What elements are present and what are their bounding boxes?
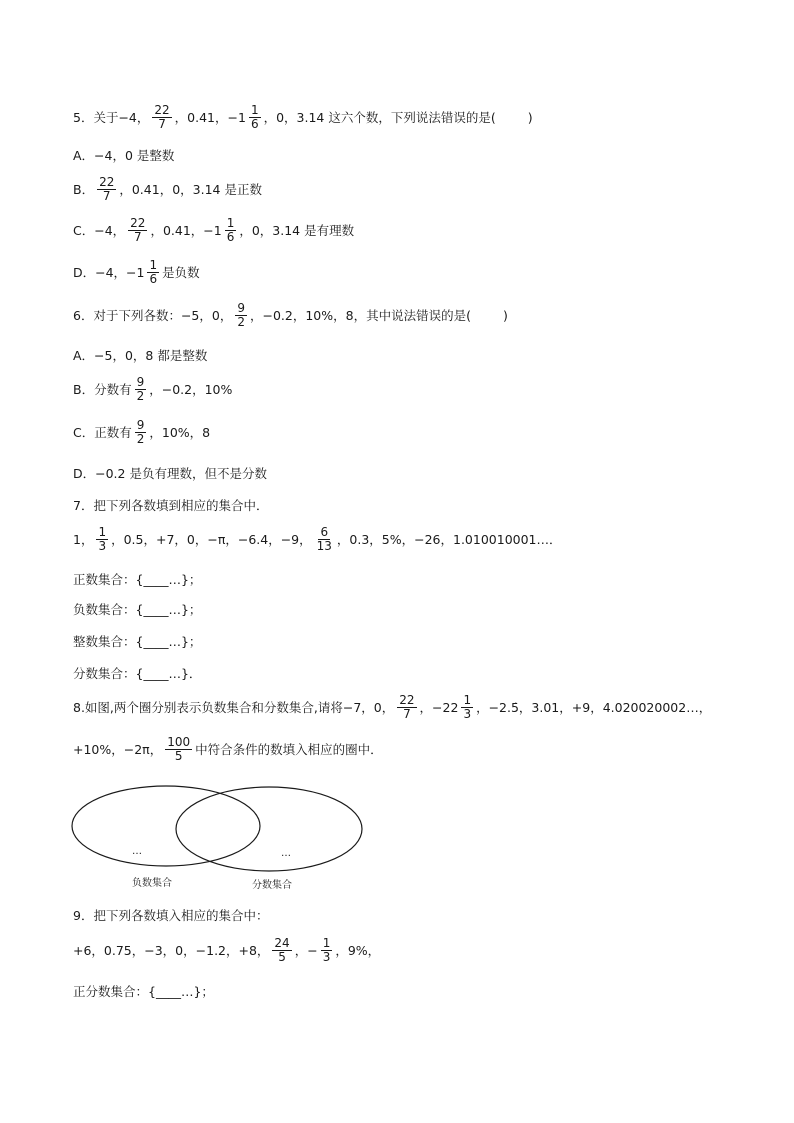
fraction: $\frac{22}{7}$ — [130, 216, 146, 244]
q6-stem: 6．对于下列各数：−5，0， $\frac{9}{2}$ ，−0.2，10%，8，其中说法错误的是( ) — [73, 301, 508, 329]
q8-stem-line1: 8.如图,两个圈分别表示负数集合和分数集合,请将−7，0， $\frac{22}{7}$ ，−22 $\frac{1}{3}$ ，−2.5̇，3.01，+9，4.020020002…， — [73, 693, 712, 721]
fraction: $\frac{22}{7}$ — [99, 175, 115, 203]
q7-set-integer: 整数集合：{____…}； — [73, 634, 202, 649]
q7-numbers: 1， $\frac{1}{3}$ ，0.5，+7，0，−π，−6.4，−9， $\frac{6}{13}$ ，0.3，5%，−26，1.010010001…． — [73, 525, 562, 553]
q7-title: 7．把下列各数填到相应的集合中． — [73, 498, 269, 513]
fraction: $\frac{1}{6}$ — [149, 258, 158, 286]
q6-option-a: A．−5，0，8 都是整数 — [73, 348, 208, 363]
fraction: $\frac{1}{3}$ — [463, 693, 472, 721]
q5-stem: 5．关于−4， $\frac{22}{7}$ ，0.41，−1 $\frac{1}{6}$ ，0，3.14 这六个数，下列说法错误的是( ) — [73, 103, 533, 131]
q5-option-a: A．−4，0 是整数 — [73, 148, 175, 163]
q7-set-negative: 负数集合：{____…}； — [73, 602, 202, 617]
fraction: $\frac{9}{2}$ — [136, 418, 145, 446]
q6-option-c: C．正数有 $\frac{9}{2}$ ，10%，8 — [73, 418, 211, 446]
venn-diagram — [70, 782, 370, 894]
q8-stem-line2: +10%，−2π， $\frac{100}{5}$ 中符合条件的数填入相应的圈中． — [73, 735, 383, 763]
fraction: $\frac{24}{5}$ — [274, 936, 290, 964]
q5-option-d: D．−4，−1 $\frac{1}{6}$ 是负数 — [73, 258, 200, 286]
venn-label-negative: 负数集合 — [132, 878, 172, 889]
fraction: $\frac{1}{3}$ — [322, 936, 331, 964]
q6-option-b: B．分数有 $\frac{9}{2}$ ，−0.2，10% — [73, 375, 233, 403]
q9-numbers: +6，0.75，−3，0，−1.2，+8， $\frac{24}{5}$ ，− $\frac{1}{3}$ ，9%， — [73, 936, 381, 964]
fraction: $\frac{9}{2}$ — [136, 375, 145, 403]
venn-right-dots: … — [281, 848, 291, 859]
fraction: $\frac{6}{13}$ — [316, 525, 332, 553]
q9-set-positive-fraction: 正分数集合：{____…}； — [73, 984, 214, 999]
fraction: $\frac{22}{7}$ — [154, 103, 170, 131]
venn-label-fraction: 分数集合 — [252, 880, 292, 891]
q5-option-c: C．−4， $\frac{22}{7}$ ，0.41，−1 $\frac{1}{6}$ ，0，3.14 是有理数 — [73, 216, 355, 244]
q5-option-b: B． $\frac{22}{7}$ ，0.41，0，3.14 是正数 — [73, 175, 262, 203]
fraction: $\frac{100}{5}$ — [167, 735, 191, 763]
negative-set-circle — [72, 786, 260, 866]
venn-left-dots: … — [132, 846, 142, 857]
fraction-set-circle — [176, 787, 362, 871]
q7-set-fraction: 分数集合：{____…}． — [73, 666, 202, 681]
fraction: $\frac{1}{3}$ — [98, 525, 107, 553]
fraction: $\frac{1}{6}$ — [250, 103, 259, 131]
fraction: $\frac{1}{6}$ — [226, 216, 235, 244]
fraction: $\frac{22}{7}$ — [399, 693, 415, 721]
q9-title: 9．把下列各数填入相应的集合中： — [73, 908, 269, 923]
q7-set-positive: 正数集合：{____…}； — [73, 572, 202, 587]
q6-option-d: D．−0.2 是负有理数，但不是分数 — [73, 466, 267, 481]
fraction: $\frac{9}{2}$ — [237, 301, 245, 329]
